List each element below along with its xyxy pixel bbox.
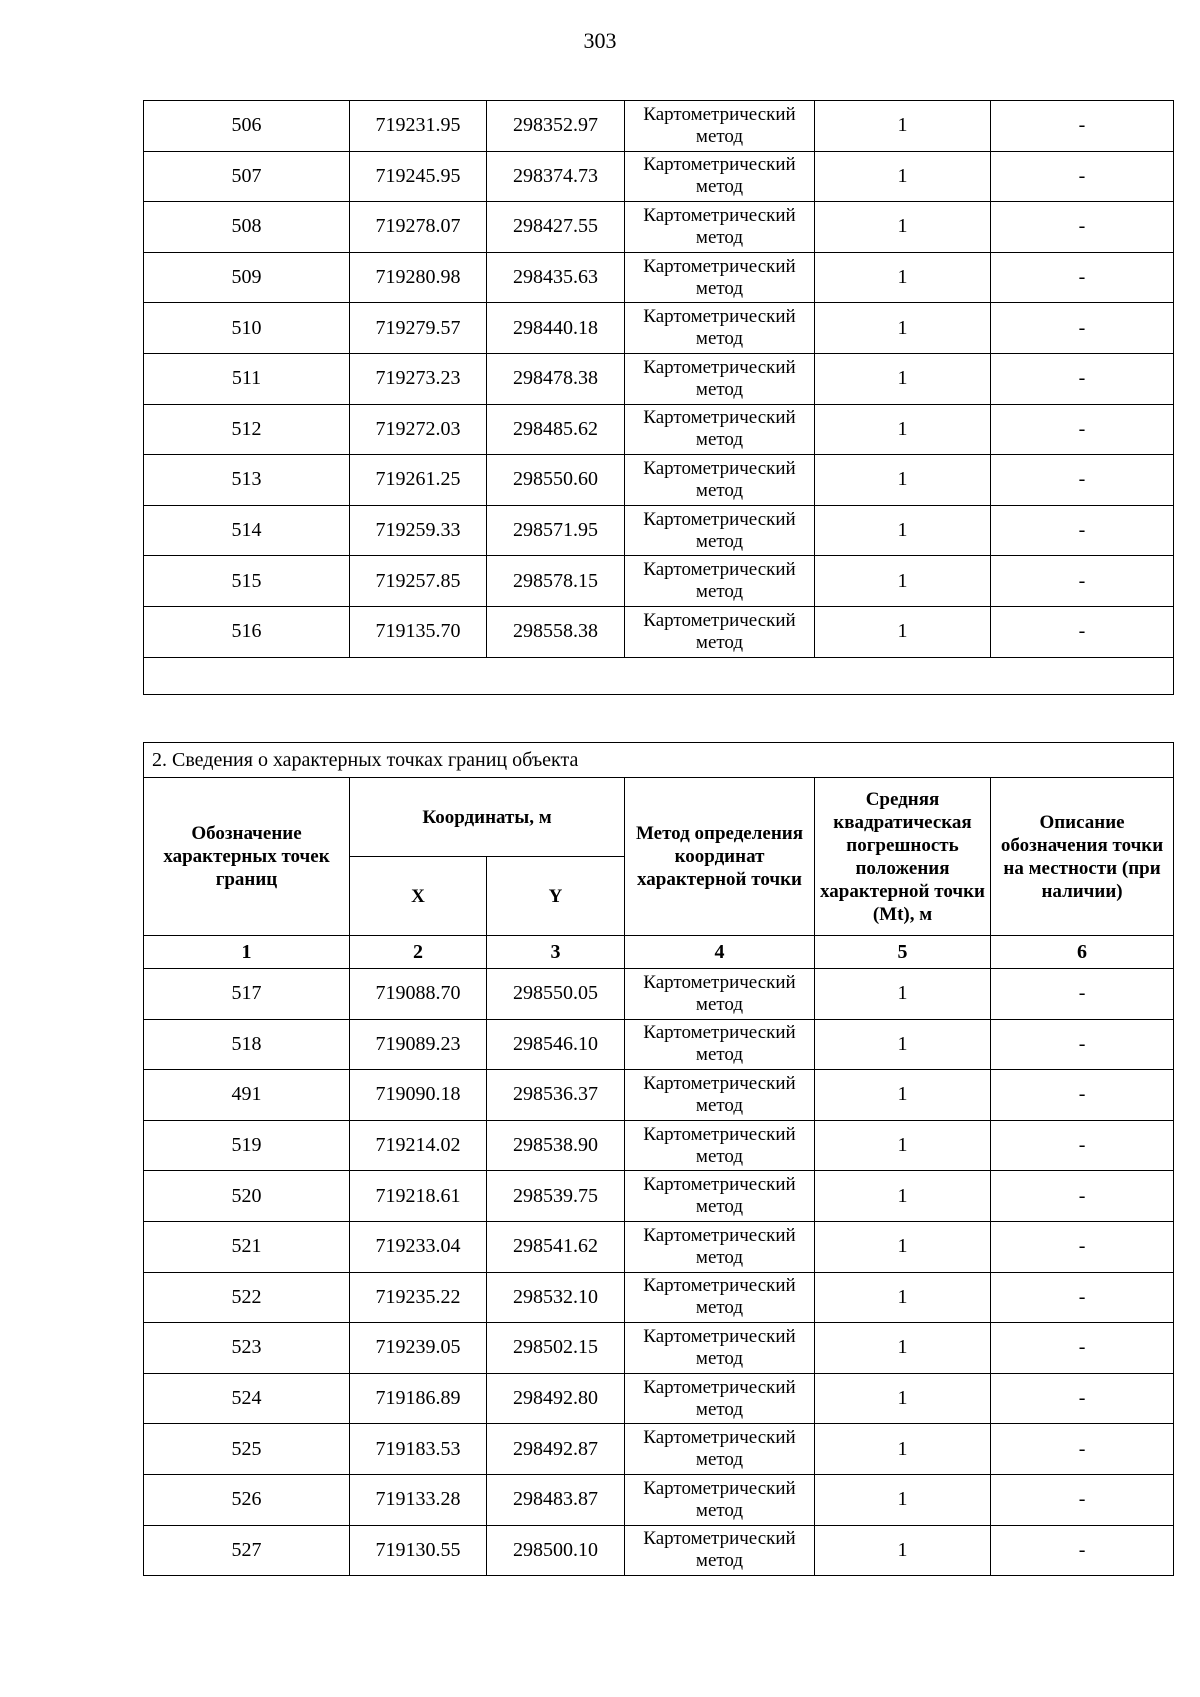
method-cell: Картометрический метод	[625, 404, 815, 455]
empty-cell	[144, 657, 1174, 694]
table-row	[144, 303, 1174, 354]
method-cell: Картометрический метод	[625, 1171, 815, 1222]
point-id-cell: 508	[144, 202, 350, 253]
table-row	[144, 1070, 1174, 1121]
x-coordinate-cell: 719272.03	[350, 404, 487, 455]
error-cell: 1	[815, 1272, 991, 1323]
table-row	[144, 969, 1174, 1020]
table-row	[144, 101, 1174, 152]
error-cell: 1	[815, 1120, 991, 1171]
method-cell: Картометрический метод	[625, 303, 815, 354]
description-cell: -	[991, 1474, 1174, 1525]
point-id-cell: 520	[144, 1171, 350, 1222]
table-row	[144, 1120, 1174, 1171]
error-cell: 1	[815, 1525, 991, 1576]
description-cell: -	[991, 252, 1174, 303]
header-designation: Обозначение характерных точек границ	[144, 778, 350, 936]
method-cell: Картометрический метод	[625, 455, 815, 506]
description-cell: -	[991, 1373, 1174, 1424]
table-caption: 2. Сведения о характерных точках границ объекта	[144, 743, 1174, 778]
y-coordinate-cell: 298492.80	[487, 1373, 625, 1424]
description-cell: -	[991, 1424, 1174, 1475]
column-number: 3	[487, 936, 625, 969]
point-id-cell: 524	[144, 1373, 350, 1424]
y-coordinate-cell: 298536.37	[487, 1070, 625, 1121]
error-cell: 1	[815, 606, 991, 657]
method-cell: Картометрический метод	[625, 969, 815, 1020]
method-cell: Картометрический метод	[625, 202, 815, 253]
error-cell: 1	[815, 151, 991, 202]
table-row	[144, 353, 1174, 404]
y-coordinate-cell: 298538.90	[487, 1120, 625, 1171]
boundary-points-table	[143, 742, 1174, 1576]
description-cell: -	[991, 151, 1174, 202]
point-id-cell: 519	[144, 1120, 350, 1171]
error-cell: 1	[815, 1019, 991, 1070]
table-row	[144, 505, 1174, 556]
x-coordinate-cell: 719089.23	[350, 1019, 487, 1070]
y-coordinate-cell: 298435.63	[487, 252, 625, 303]
y-coordinate-cell: 298571.95	[487, 505, 625, 556]
point-id-cell: 527	[144, 1525, 350, 1576]
method-cell: Картометрический метод	[625, 1272, 815, 1323]
point-id-cell: 512	[144, 404, 350, 455]
point-id-cell: 518	[144, 1019, 350, 1070]
y-coordinate-cell: 298485.62	[487, 404, 625, 455]
x-coordinate-cell: 719257.85	[350, 556, 487, 607]
header-y: Y	[487, 857, 625, 936]
y-coordinate-cell: 298550.60	[487, 455, 625, 506]
point-id-cell: 507	[144, 151, 350, 202]
column-number: 1	[144, 936, 350, 969]
point-id-cell: 491	[144, 1070, 350, 1121]
y-coordinate-cell: 298578.15	[487, 556, 625, 607]
table-row	[144, 1373, 1174, 1424]
point-id-cell: 523	[144, 1323, 350, 1374]
error-cell: 1	[815, 303, 991, 354]
description-cell: -	[991, 1019, 1174, 1070]
error-cell: 1	[815, 404, 991, 455]
method-cell: Картометрический метод	[625, 101, 815, 152]
table-row	[144, 202, 1174, 253]
x-coordinate-cell: 719214.02	[350, 1120, 487, 1171]
method-cell: Картометрический метод	[625, 1373, 815, 1424]
table-row	[144, 1474, 1174, 1525]
y-coordinate-cell: 298374.73	[487, 151, 625, 202]
error-cell: 1	[815, 969, 991, 1020]
description-cell: -	[991, 1272, 1174, 1323]
table-row	[144, 556, 1174, 607]
point-id-cell: 521	[144, 1221, 350, 1272]
point-id-cell: 516	[144, 606, 350, 657]
table-row	[144, 404, 1174, 455]
header-error: Средняя квадратическая погрешность положения характерной точки (Mt), м	[815, 778, 991, 936]
empty-row	[144, 657, 1174, 694]
y-coordinate-cell: 298532.10	[487, 1272, 625, 1323]
point-id-cell: 525	[144, 1424, 350, 1475]
x-coordinate-cell: 719183.53	[350, 1424, 487, 1475]
point-id-cell: 509	[144, 252, 350, 303]
description-cell: -	[991, 202, 1174, 253]
description-cell: -	[991, 101, 1174, 152]
error-cell: 1	[815, 252, 991, 303]
x-coordinate-cell: 719090.18	[350, 1070, 487, 1121]
description-cell: -	[991, 606, 1174, 657]
column-numbers-row	[144, 936, 1174, 969]
method-cell: Картометрический метод	[625, 1019, 815, 1070]
error-cell: 1	[815, 505, 991, 556]
description-cell: -	[991, 1323, 1174, 1374]
method-cell: Картометрический метод	[625, 1474, 815, 1525]
description-cell: -	[991, 404, 1174, 455]
x-coordinate-cell: 719239.05	[350, 1323, 487, 1374]
error-cell: 1	[815, 1171, 991, 1222]
description-cell: -	[991, 455, 1174, 506]
description-cell: -	[991, 303, 1174, 354]
coordinates-table-continued	[143, 100, 1174, 695]
method-cell: Картометрический метод	[625, 1221, 815, 1272]
point-id-cell: 515	[144, 556, 350, 607]
method-cell: Картометрический метод	[625, 606, 815, 657]
description-cell: -	[991, 969, 1174, 1020]
y-coordinate-cell: 298500.10	[487, 1525, 625, 1576]
error-cell: 1	[815, 1221, 991, 1272]
x-coordinate-cell: 719245.95	[350, 151, 487, 202]
description-cell: -	[991, 1070, 1174, 1121]
method-cell: Картометрический метод	[625, 556, 815, 607]
y-coordinate-cell: 298492.87	[487, 1424, 625, 1475]
point-id-cell: 511	[144, 353, 350, 404]
table-row	[144, 1323, 1174, 1374]
method-cell: Картометрический метод	[625, 1070, 815, 1121]
point-id-cell: 522	[144, 1272, 350, 1323]
column-number: 4	[625, 936, 815, 969]
x-coordinate-cell: 719261.25	[350, 455, 487, 506]
x-coordinate-cell: 719130.55	[350, 1525, 487, 1576]
point-id-cell: 526	[144, 1474, 350, 1525]
table-row	[144, 1171, 1174, 1222]
coordinates-table-continued-body	[144, 101, 1174, 658]
y-coordinate-cell: 298478.38	[487, 353, 625, 404]
y-coordinate-cell: 298539.75	[487, 1171, 625, 1222]
x-coordinate-cell: 719231.95	[350, 101, 487, 152]
y-coordinate-cell: 298440.18	[487, 303, 625, 354]
header-description: Описание обозначения точки на местности (при наличии)	[991, 778, 1174, 936]
x-coordinate-cell: 719259.33	[350, 505, 487, 556]
column-number: 5	[815, 936, 991, 969]
column-number: 6	[991, 936, 1174, 969]
table-row	[144, 606, 1174, 657]
header-coordinates: Координаты, м	[350, 778, 625, 857]
x-coordinate-cell: 719280.98	[350, 252, 487, 303]
table-row	[144, 1272, 1174, 1323]
error-cell: 1	[815, 1323, 991, 1374]
x-coordinate-cell: 719088.70	[350, 969, 487, 1020]
x-coordinate-cell: 719233.04	[350, 1221, 487, 1272]
error-cell: 1	[815, 1424, 991, 1475]
description-cell: -	[991, 1525, 1174, 1576]
x-coordinate-cell: 719235.22	[350, 1272, 487, 1323]
x-coordinate-cell: 719135.70	[350, 606, 487, 657]
y-coordinate-cell: 298502.15	[487, 1323, 625, 1374]
error-cell: 1	[815, 101, 991, 152]
error-cell: 1	[815, 1070, 991, 1121]
column-number: 2	[350, 936, 487, 969]
point-id-cell: 506	[144, 101, 350, 152]
x-coordinate-cell: 719186.89	[350, 1373, 487, 1424]
x-coordinate-cell: 719218.61	[350, 1171, 487, 1222]
y-coordinate-cell: 298483.87	[487, 1474, 625, 1525]
boundary-points-table-body	[144, 969, 1174, 1576]
description-cell: -	[991, 1120, 1174, 1171]
description-cell: -	[991, 1221, 1174, 1272]
error-cell: 1	[815, 353, 991, 404]
method-cell: Картометрический метод	[625, 1120, 815, 1171]
x-coordinate-cell: 719278.07	[350, 202, 487, 253]
table-row	[144, 455, 1174, 506]
description-cell: -	[991, 556, 1174, 607]
y-coordinate-cell: 298558.38	[487, 606, 625, 657]
table-row	[144, 1221, 1174, 1272]
description-cell: -	[991, 505, 1174, 556]
header-method: Метод определения координат характерной точки	[625, 778, 815, 936]
header-x: X	[350, 857, 487, 936]
point-id-cell: 514	[144, 505, 350, 556]
point-id-cell: 517	[144, 969, 350, 1020]
page-number: 303	[583, 28, 617, 53]
x-coordinate-cell: 719279.57	[350, 303, 487, 354]
method-cell: Картометрический метод	[625, 1424, 815, 1475]
y-coordinate-cell: 298550.05	[487, 969, 625, 1020]
y-coordinate-cell: 298427.55	[487, 202, 625, 253]
table-row	[144, 252, 1174, 303]
method-cell: Картометрический метод	[625, 505, 815, 556]
y-coordinate-cell: 298541.62	[487, 1221, 625, 1272]
point-id-cell: 510	[144, 303, 350, 354]
error-cell: 1	[815, 1373, 991, 1424]
method-cell: Картометрический метод	[625, 1323, 815, 1374]
method-cell: Картометрический метод	[625, 252, 815, 303]
method-cell: Картометрический метод	[625, 151, 815, 202]
description-cell: -	[991, 1171, 1174, 1222]
y-coordinate-cell: 298546.10	[487, 1019, 625, 1070]
x-coordinate-cell: 719133.28	[350, 1474, 487, 1525]
error-cell: 1	[815, 455, 991, 506]
method-cell: Картометрический метод	[625, 1525, 815, 1576]
table-row	[144, 151, 1174, 202]
x-coordinate-cell: 719273.23	[350, 353, 487, 404]
error-cell: 1	[815, 1474, 991, 1525]
error-cell: 1	[815, 556, 991, 607]
table-row	[144, 1525, 1174, 1576]
table-row	[144, 1424, 1174, 1475]
table-row	[144, 1019, 1174, 1070]
error-cell: 1	[815, 202, 991, 253]
y-coordinate-cell: 298352.97	[487, 101, 625, 152]
method-cell: Картометрический метод	[625, 353, 815, 404]
point-id-cell: 513	[144, 455, 350, 506]
description-cell: -	[991, 353, 1174, 404]
